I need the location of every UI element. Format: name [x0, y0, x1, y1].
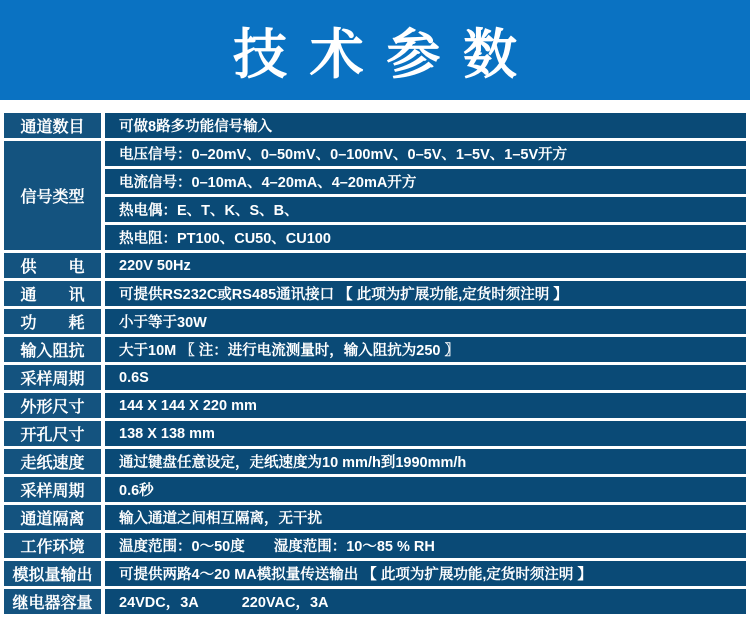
- table-row: [4, 253, 746, 278]
- table-row: [4, 561, 746, 586]
- row-label: 开孔尺寸: [4, 421, 101, 446]
- table-row: [4, 113, 746, 138]
- table-row: [4, 533, 746, 558]
- page-title: 技术参数: [232, 24, 540, 85]
- table-row: [4, 365, 746, 390]
- table-row: [4, 309, 746, 334]
- row-value: 可做8路多功能信号输入: [105, 113, 746, 138]
- row-value: 热电阻：PT100、CU50、CU100: [105, 225, 746, 250]
- row-label: 模拟量输出: [4, 561, 101, 586]
- row-value: 电压信号：0–20mV、0–50mV、0–100mV、0–5V、1–5V、1–5V开方: [105, 141, 746, 166]
- row-value: 0.6S: [105, 365, 746, 390]
- row-value: 温度范围：0～50度 湿度范围：10～85 % RH: [105, 533, 746, 558]
- table-row: [4, 421, 746, 446]
- row-label: 供 电: [4, 253, 101, 278]
- table-row: [4, 169, 746, 194]
- row-value: 热电偶：E、T、K、S、B、: [105, 197, 746, 222]
- row-label: 功 耗: [4, 309, 101, 334]
- row-value: 138 X 138 mm: [105, 421, 746, 446]
- row-value: 可提供两路4～20 MA模拟量传送输出 【 此项为扩展功能,定货时须注明 】: [105, 561, 746, 586]
- row-value: 输入通道之间相互隔离，无干扰: [105, 505, 746, 530]
- row-label: 输入阻抗: [4, 337, 101, 362]
- table-row: [4, 141, 746, 166]
- row-value: 通过键盘任意设定，走纸速度为10 mm/h到1990mm/h: [105, 449, 746, 474]
- row-label: 通道隔离: [4, 505, 101, 530]
- row-label: 通 讯: [4, 281, 101, 306]
- row-label: 采样周期: [4, 477, 101, 502]
- table-row: [4, 393, 746, 418]
- row-label: 通道数目: [4, 113, 101, 138]
- row-label: 工作环境: [4, 533, 101, 558]
- table-row: [4, 505, 746, 530]
- row-value: 220V 50Hz: [105, 253, 746, 278]
- row-value: 144 X 144 X 220 mm: [105, 393, 746, 418]
- row-label-signal-type: 信号类型: [4, 141, 101, 250]
- table-row: [4, 449, 746, 474]
- header-banner: [0, 0, 750, 100]
- table-row: [4, 477, 746, 502]
- row-value: 电流信号：0–10mA、4–20mA、4–20mA开方: [105, 169, 746, 194]
- row-label: 外形尺寸: [4, 393, 101, 418]
- row-value: 可提供RS232C或RS485通讯接口 【 此项为扩展功能,定货时须注明 】: [105, 281, 746, 306]
- row-value: 大于10M 〖 注：进行电流测量时，输入阻抗为250 〗: [105, 337, 746, 362]
- row-label: 继电器容量: [4, 589, 101, 614]
- row-value: 0.6秒: [105, 477, 746, 502]
- row-value: 24VDC，3A 220VAC，3A: [105, 589, 746, 614]
- spec-table: [0, 110, 750, 617]
- row-label: 采样周期: [4, 365, 101, 390]
- table-row: [4, 225, 746, 250]
- table-row: [4, 589, 746, 614]
- table-row: [4, 337, 746, 362]
- table-row: [4, 281, 746, 306]
- table-row: [4, 197, 746, 222]
- row-label: 走纸速度: [4, 449, 101, 474]
- row-value: 小于等于30W: [105, 309, 746, 334]
